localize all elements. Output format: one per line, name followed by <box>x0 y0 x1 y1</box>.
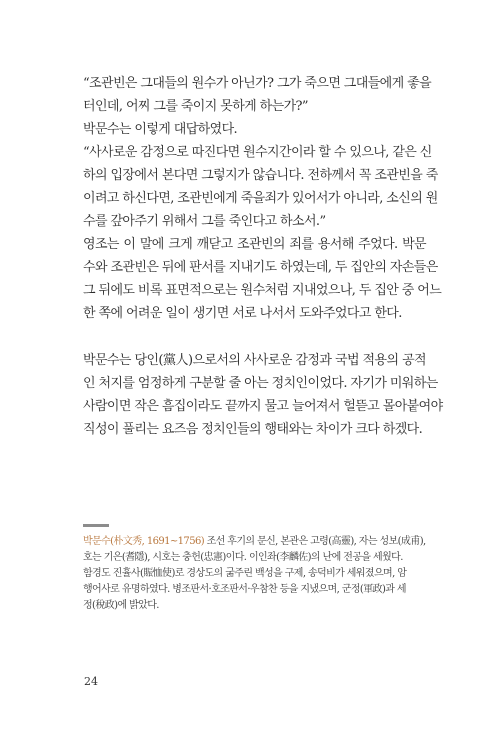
page-number: 24 <box>84 675 98 688</box>
text-line: 하의 입장에서 본다면 그렇지가 않습니다. 전하께서 꼭 조관빈을 죽 <box>83 168 438 183</box>
text-line: “조관빈은 그대들의 원수가 아닌가? 그가 죽으면 그대들에게 좋을 <box>83 76 432 91</box>
footnote-line: 호는 기은(耆隱), 시호는 충헌(忠憲)이다. 이인좌(李麟佐)의 난에 전공을 세웠다. <box>83 552 403 563</box>
text-line: 수와 조관빈은 뒤에 판서를 지내기도 하였는데, 두 집안의 자손들은 <box>83 260 438 275</box>
footnote-line: 행어사로 유명하였다. 병조판서·호조판서·우참찬 등을 지냈으며, 군정(軍政)과 세 <box>83 584 406 595</box>
text-line: 이려고 하신다면, 조관빈에게 죽을죄가 있어서가 아니라, 소신의 원 <box>83 191 438 206</box>
text-line: 그 뒤에도 비록 표면적으로는 원수처럼 지내었으나, 두 집안 중 어느 <box>83 283 442 298</box>
text-line: 사람이면 작은 흠집이라도 끝까지 물고 늘어져서 헐뜯고 몰아붙여야 <box>83 399 443 414</box>
footnote <box>83 534 428 614</box>
footnote-line: 정(稅政)에 밝았다. <box>83 600 159 611</box>
text-line: 영조는 이 말에 크게 깨닫고 조관빈의 죄를 용서해 주었다. 박문 <box>83 237 426 252</box>
text-line: 터인데, 어찌 그를 죽이지 못하게 하는가?” <box>83 99 308 114</box>
footnote-text: 조선 후기의 문신, 본관은 고령(高靈), 자는 성보(成甫), <box>204 536 426 547</box>
text-line: 한 쪽에 어려운 일이 생기면 서로 나서서 도와주었다고 한다. <box>83 306 402 321</box>
text-line: 인 처지를 엄정하게 구분할 줄 아는 정치인이었다. 자기가 미워하는 <box>83 376 438 391</box>
paragraph-gap <box>83 325 426 349</box>
footnote-line: 함경도 진휼사(賑恤使)로 경상도의 굶주린 백성을 구제, 송덕비가 세워졌으며, 암 <box>83 568 407 579</box>
text-line: 박문수는 당인(黨人)으로서의 사사로운 감정과 국법 적용의 공적 <box>83 353 426 368</box>
footnote-divider <box>83 524 109 527</box>
text-line: 수를 갚아주기 위해서 그를 죽인다고 하소서.” <box>83 214 326 229</box>
text-line: “사사로운 감정으로 따진다면 원수지간이라 할 수 있으나, 같은 신 <box>83 145 432 160</box>
text-line: 박문수는 이렇게 대답하였다. <box>83 122 238 137</box>
text-line: 직성이 풀리는 요즈음 정치인들의 행태와는 차이가 크다 하겠다. <box>83 422 423 437</box>
footnote-line <box>83 534 428 550</box>
body-text <box>83 72 443 441</box>
footnote-person-name: 박문수(朴文秀, 1691~1756) <box>83 536 205 547</box>
